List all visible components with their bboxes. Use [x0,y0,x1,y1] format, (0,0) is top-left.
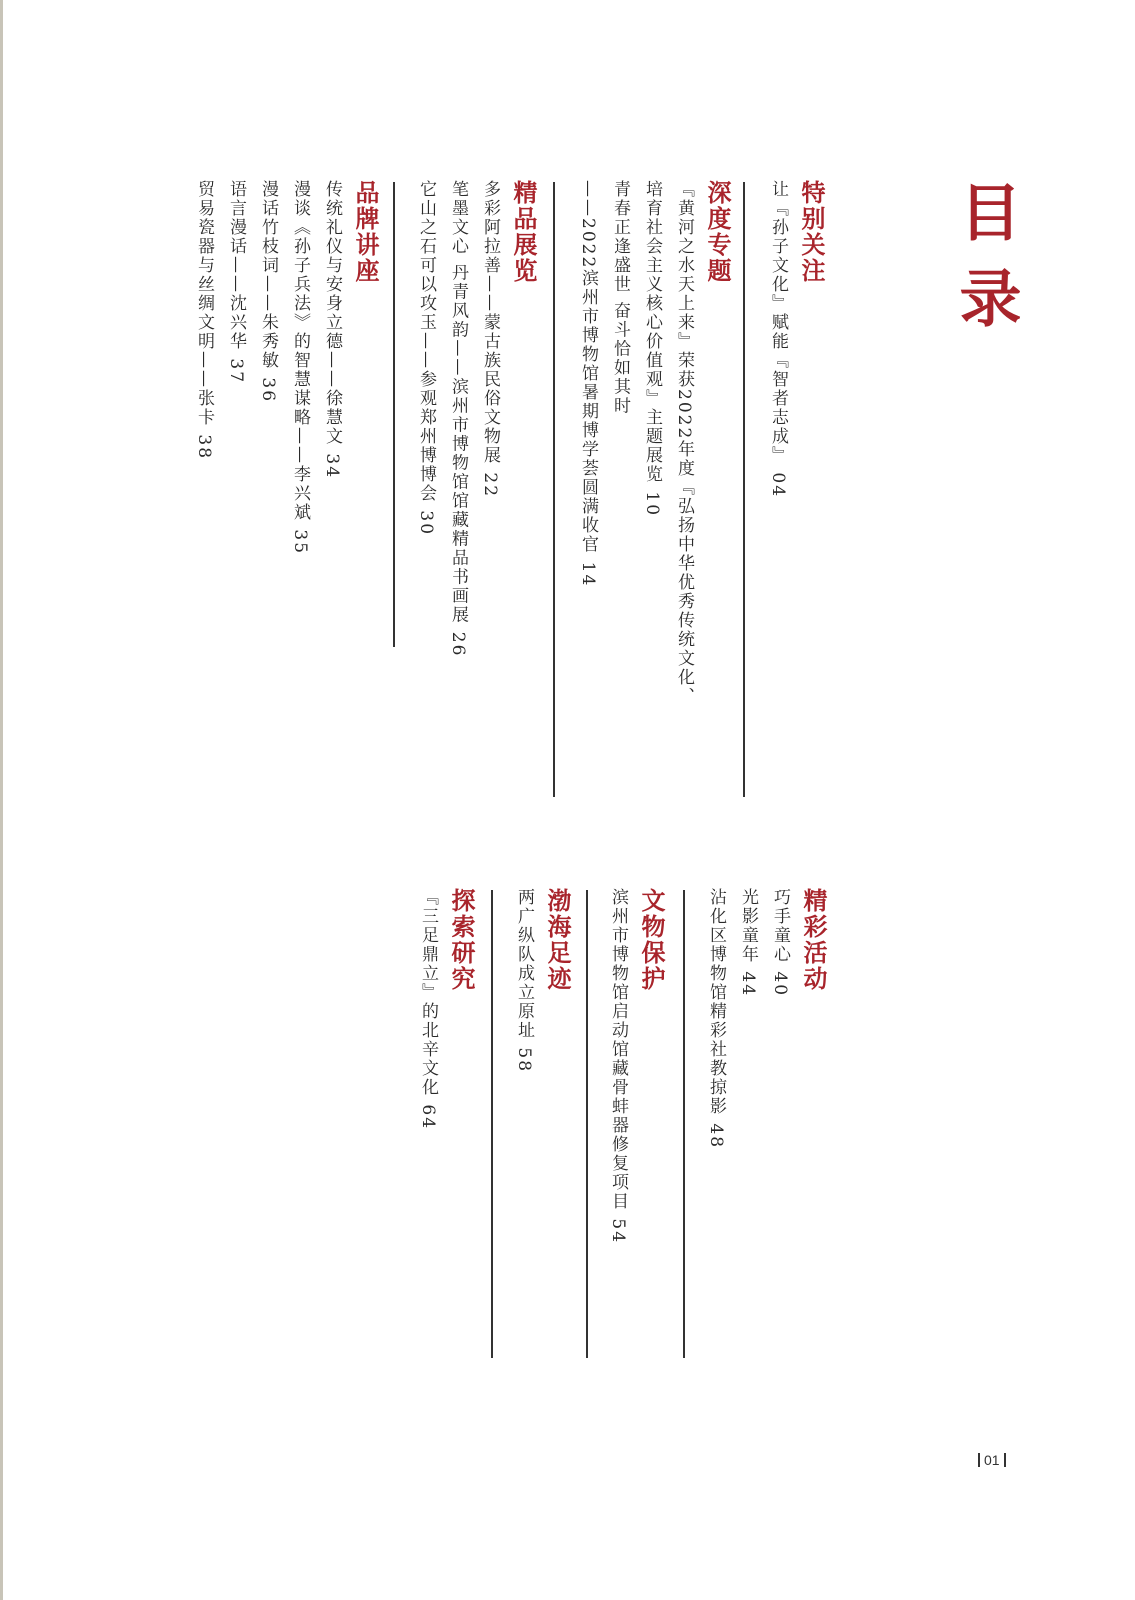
section-divider [393,182,395,647]
toc-entry[interactable]: 沾化区博物馆精彩社教掠影 48 [706,888,726,1150]
section-divider [586,890,588,1358]
section-heading: 文物保护 [637,888,666,992]
toc-entry[interactable]: 『三足鼎立』的北辛文化 64 [418,888,438,1131]
toc-entry[interactable]: 漫谈《孙子兵法》的智慧谋略——李兴斌 35 [290,180,310,556]
toc-entry[interactable]: 漫话竹枝词——朱秀敏 36 [258,180,278,404]
toc-entry[interactable]: 传统礼仪与安身立德——徐慧文 34 [322,180,342,480]
section-divider [553,182,555,797]
section-heading: 精彩活动 [799,888,828,992]
section-heading: 深度专题 [703,180,732,284]
toc-entry[interactable]: 多彩阿拉善——蒙古族民俗文物展 22 [480,180,500,499]
section-exhibitions [410,180,540,657]
section-special-focus [762,180,828,498]
toc-entry[interactable]: 巧手童心 40 [770,888,790,998]
toc-entry[interactable]: 它山之石可以攻玉——参观郑州博博会 30 [416,180,436,537]
section-divider [743,182,745,797]
toc-entry[interactable]: 两广纵队成立原址 58 [514,888,534,1074]
section-heading: 精品展览 [509,180,538,284]
section-lectures [188,180,382,555]
section-heading: 特别关注 [797,180,826,284]
toc-entry[interactable]: 让『孙子文化』赋能『智者志成』 04 [768,180,788,499]
toc-entry[interactable]: ——2022滨州市博物馆暑期博学荟圆满收官 14 [578,180,598,588]
section-bohai-footprints [508,888,574,1073]
page-title: 目录 [949,180,1022,352]
section-activities [700,888,830,1149]
section-divider [683,890,685,1358]
toc-entry[interactable]: 『黄河之水天上来』荣获2022年度『弘扬中华优秀传统文化、 [674,180,694,707]
toc-entry[interactable]: 贸易瓷器与丝绸文明——张卡 38 [194,180,214,461]
section-heading: 渤海足迹 [543,888,572,992]
page-edge [0,0,3,1600]
toc-entry[interactable]: 语言漫话——沈兴华 37 [226,180,246,385]
section-heading: 品牌讲座 [351,180,380,284]
section-heading: 探索研究 [447,888,476,992]
section-divider [491,890,493,1358]
toc-entry[interactable]: 青春正逢盛世 奋斗恰如其时 [610,180,630,416]
section-deep-topics [572,180,734,706]
toc-entry[interactable]: 笔墨文心 丹青风韵——滨州市博物馆馆藏精品书画展 26 [448,180,468,658]
page-number: 01 [978,1453,1006,1467]
toc-entry[interactable]: 光影童年 44 [738,888,758,998]
toc-entry[interactable]: 滨州市博物馆启动馆藏骨蚌器修复项目 54 [608,888,628,1245]
section-relic-protection [602,888,668,1244]
toc-entry[interactable]: 培育社会主义核心价值观』主题展览 10 [642,180,662,518]
section-research [412,888,478,1130]
